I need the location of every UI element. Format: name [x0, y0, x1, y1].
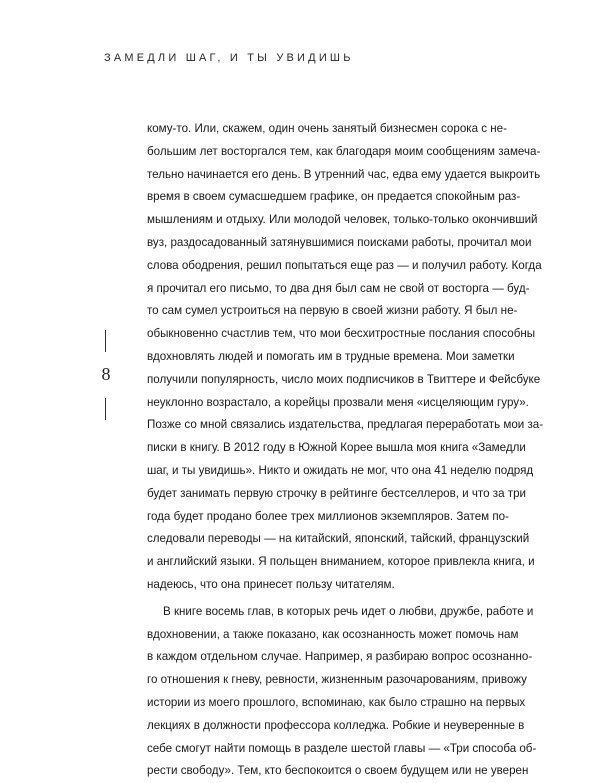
text-line: тельно начинается его день. В утренний час, едва ему удается выкроить	[147, 167, 541, 181]
page-number-rule-top	[105, 330, 106, 352]
text-line: лекциях в должности профессора колледжа. Робкие и неуверенные в	[147, 718, 525, 732]
text-line: мышлениям и отдыху. Или молодой человек, только-только окончивший	[147, 213, 538, 227]
text-line: слова ободрения, решил попытаться еще раз — и получил работу. Когда	[147, 258, 542, 272]
text-line: время в своем сумасшедшем графике, он предается спокойным раз-	[147, 190, 521, 204]
text-line: истории из моего прошлого, вспоминаю, как было страшно на первых	[147, 695, 526, 709]
paragraph	[147, 601, 537, 783]
text-line: получили популярность, число моих подписчиков в Твиттере и Фейсбуке	[147, 372, 541, 386]
text-line: большим лет восторгался тем, как благодаря моим сообщениям замеча-	[147, 144, 541, 158]
text-line: я прочитал его письмо, то два дня был сам не свой от восторга — буд-	[147, 281, 530, 295]
text-line: себе смогут найти помощь в разделе шестой главы — «Три способа об-	[147, 741, 537, 755]
paragraph	[147, 118, 544, 597]
text-line: будет занимать первую строчку в рейтинге бестселлеров, и что за три	[147, 486, 526, 500]
body-text	[147, 118, 544, 783]
text-line: то сам сумел устроиться на первую в своей жизни работу. Я был не-	[147, 304, 518, 318]
running-header: ЗАМЕДЛИ ШАГ, И ТЫ УВИДИШЬ	[104, 52, 354, 64]
text-line: надеюсь, что она принесет пользу читателям.	[147, 577, 395, 591]
text-line: рести свободу». Тем, кто беспокоится о своем будущем или не уверен	[147, 764, 529, 778]
text-line: го отношения к гневу, ревности, жизненным разочарованиям, привожу	[147, 673, 527, 687]
text-line: кому-то. Или, скажем, один очень занятый бизнесмен сорока с не-	[147, 122, 507, 135]
text-line: вдохновении, а также показано, как осознанность может помочь нам	[147, 627, 519, 641]
page-number: 8	[101, 364, 111, 384]
text-line: года будет продано более трех миллионов экземпляров. Затем по-	[147, 509, 509, 523]
text-line: в каждом отдельном случае. Например, я разбираю вопрос осознанно-	[147, 650, 533, 664]
text-line: вдохновлять людей и помогать им в трудные времена. Мои заметки	[147, 349, 515, 363]
text-line: следовали переводы — на китайский, японский, тайский, французский	[147, 532, 530, 546]
text-line: неуклонно возрастало, а корейцы прозвали меня «исцеляющим гуру».	[147, 395, 529, 409]
text-line: Позже со мной связались издательства, предлагая переработать мои за-	[147, 418, 544, 432]
text-line: вуз, раздосадованный затянувшимися поисками работы, прочитал мои	[147, 235, 532, 249]
page-number-rule-bottom	[105, 398, 106, 420]
text-line: и английский языки. Я польщен вниманием, которое привлекла книга, и	[147, 555, 535, 569]
text-line: В книге восемь глав, в которых речь идет о любви, дружбе, работе и	[163, 604, 534, 618]
text-line: писки в книгу. В 2012 году в Южной Корее вышла моя книга «Замедли	[147, 441, 526, 455]
text-line: обыкновенно счастлив тем, что мои бесхитростные послания способны	[147, 327, 536, 341]
page-number-marker	[96, 330, 136, 422]
text-line: шаг, и ты увидишь». Никто и ожидать не мог, что она 41 неделю подряд	[147, 463, 534, 477]
